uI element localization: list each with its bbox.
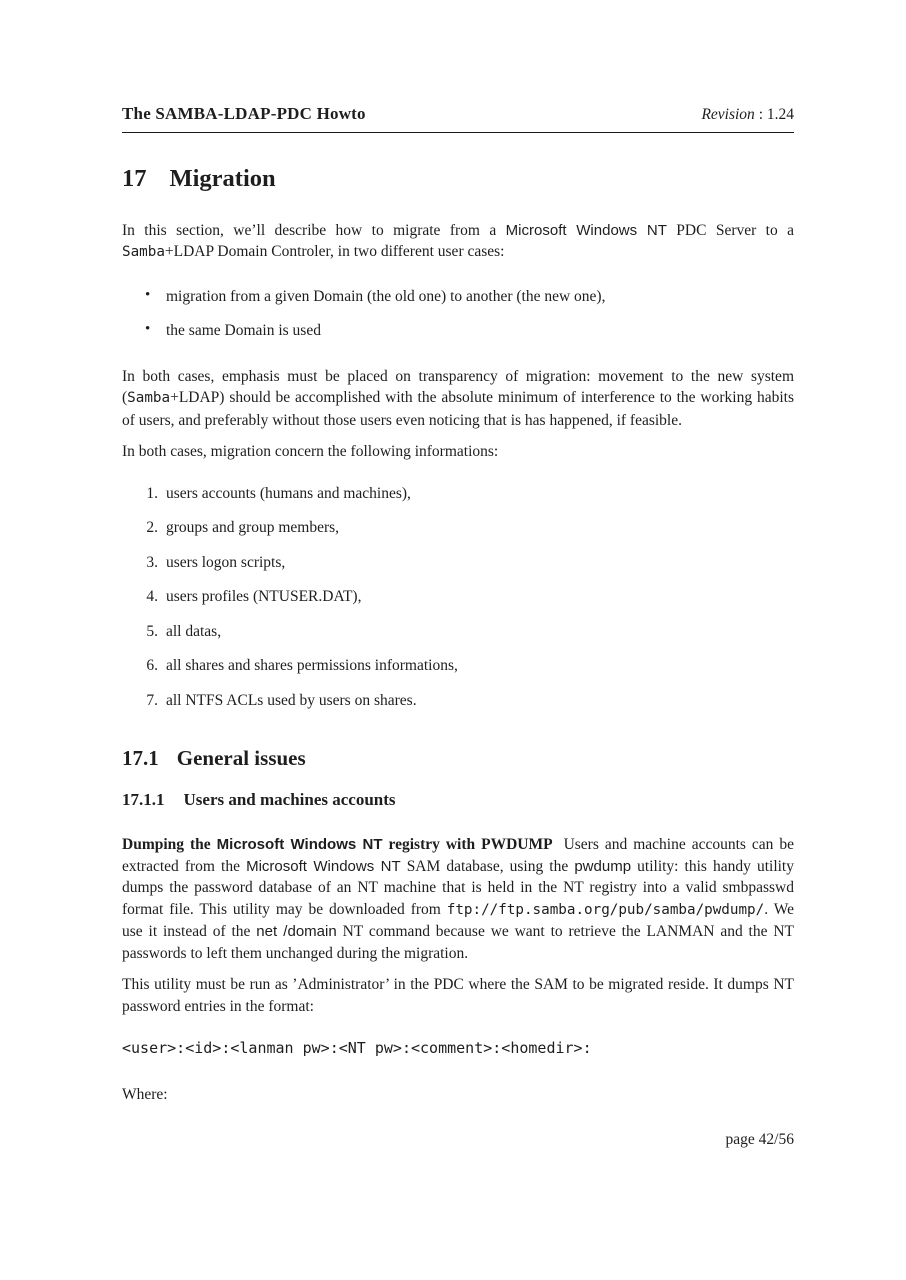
section-title: Users and machines accounts — [183, 790, 396, 809]
section-heading-17-1 — [122, 745, 794, 771]
list-item — [122, 655, 794, 677]
item-number: 7. — [146, 691, 158, 709]
command-run: net /domain — [256, 923, 337, 940]
page-content — [122, 0, 794, 1150]
numbered-list — [122, 483, 794, 712]
text-run: . We use it instead of the — [122, 900, 794, 940]
text-run: SAM database, using the — [400, 857, 575, 875]
list-item-text: migration from a given Domain (the old one) to another (the new one), — [166, 287, 606, 305]
heading-run: registry with PWDUMP — [382, 836, 553, 853]
section-heading-17-1-1 — [122, 789, 794, 811]
section-number: 17 — [122, 164, 147, 192]
section-title: Migration — [169, 164, 276, 192]
list-item-text: all datas, — [166, 622, 222, 640]
product-name-run: Microsoft Windows NT — [505, 221, 667, 239]
item-number: 2. — [146, 519, 158, 536]
ftp-url: ftp://ftp.samba.org/pub/samba/pwdump/ — [446, 901, 765, 918]
heading-run: Dumping the — [122, 836, 217, 853]
bullet-list — [122, 286, 794, 342]
where-label: Where: — [122, 1086, 168, 1103]
item-number: 3. — [146, 553, 158, 571]
text-run: +LDAP Domain Controler, in two different user cases: — [164, 243, 505, 260]
list-item — [122, 621, 794, 643]
transparency-paragraph — [122, 366, 794, 432]
section-number: 17.1 — [122, 746, 159, 770]
item-number: 5. — [146, 622, 158, 640]
list-item-text: users accounts (humans and machines), — [166, 484, 411, 502]
code-run: Samba — [127, 390, 171, 406]
list-item-text: all shares and shares permissions informations, — [166, 657, 458, 674]
runin-heading — [122, 836, 553, 853]
concern-paragraph: In both cases, migration concern the following informations: — [122, 443, 499, 460]
list-item-text: the same Domain is used — [166, 322, 321, 339]
list-item-text: users logon scripts, — [166, 553, 286, 571]
password-format-line: <user>:<id>:<lanman pw>:<NT pw>:<comment>:<homedir>: — [122, 1039, 592, 1057]
list-item-text: all NTFS ACLs used by users on shares. — [166, 691, 417, 709]
header-revision — [701, 104, 794, 126]
list-item — [122, 320, 794, 342]
tool-name-run: pwdump — [574, 857, 632, 875]
administrator-paragraph: This utility must be run as ’Administrator’ in the PDC where the SAM to be migrated reside. It dumps NT password entries in the format: — [122, 976, 794, 1015]
list-item — [122, 552, 794, 574]
intro-paragraph — [122, 220, 794, 264]
text-run: In this section, we’ll describe how to migrate from a — [122, 221, 506, 239]
item-number: 1. — [146, 484, 158, 502]
list-item-text: users profiles (NTUSER.DAT), — [166, 588, 362, 605]
bullet-icon: • — [145, 286, 151, 303]
list-item — [122, 286, 794, 308]
section-title: General issues — [176, 746, 306, 770]
product-name-run: Microsoft Windows NT — [216, 836, 383, 853]
text-run: utility: this handy utility dumps the password database of an NT machine that is held in the NT registry into a valid smbpasswd format file. This utility may be downloaded from — [122, 857, 794, 918]
list-item — [122, 517, 794, 539]
item-number: 6. — [146, 657, 158, 674]
list-item-text: groups and group members, — [166, 519, 340, 536]
list-item — [122, 690, 794, 712]
bullet-icon: • — [145, 321, 151, 337]
revision-label: Revision — [701, 106, 755, 123]
text-run: NT command because we want to retrieve the LANMAN and the NT passwords to left them unchanged during the migration. — [122, 923, 795, 962]
revision-value: : 1.24 — [754, 106, 794, 123]
header-title: The SAMBA-LDAP-PDC Howto — [122, 104, 366, 123]
section-number: 17.1.1 — [122, 790, 165, 809]
text-run: PDC Server to a — [666, 221, 795, 239]
text-run: Users and machine accounts can be extracted from the — [122, 836, 795, 875]
text-run: In both cases, emphasis must be placed on transparency of migration: movement to the new system ( — [122, 367, 794, 406]
page-header — [122, 103, 794, 133]
list-item — [122, 586, 794, 608]
item-number: 4. — [146, 588, 158, 605]
code-run: Samba — [122, 244, 165, 260]
text-run: +LDAP) should be accomplished with the absolute minimum of interference to the working habits of users, and preferably without those users even noticing that is has happened, if feasible. — [122, 389, 794, 429]
list-item — [122, 483, 794, 505]
pwdump-paragraph — [122, 834, 794, 964]
product-name-run: Microsoft Windows NT — [246, 857, 401, 875]
page-footer: page 42/56 — [725, 1130, 794, 1148]
section-heading-17 — [122, 164, 794, 194]
